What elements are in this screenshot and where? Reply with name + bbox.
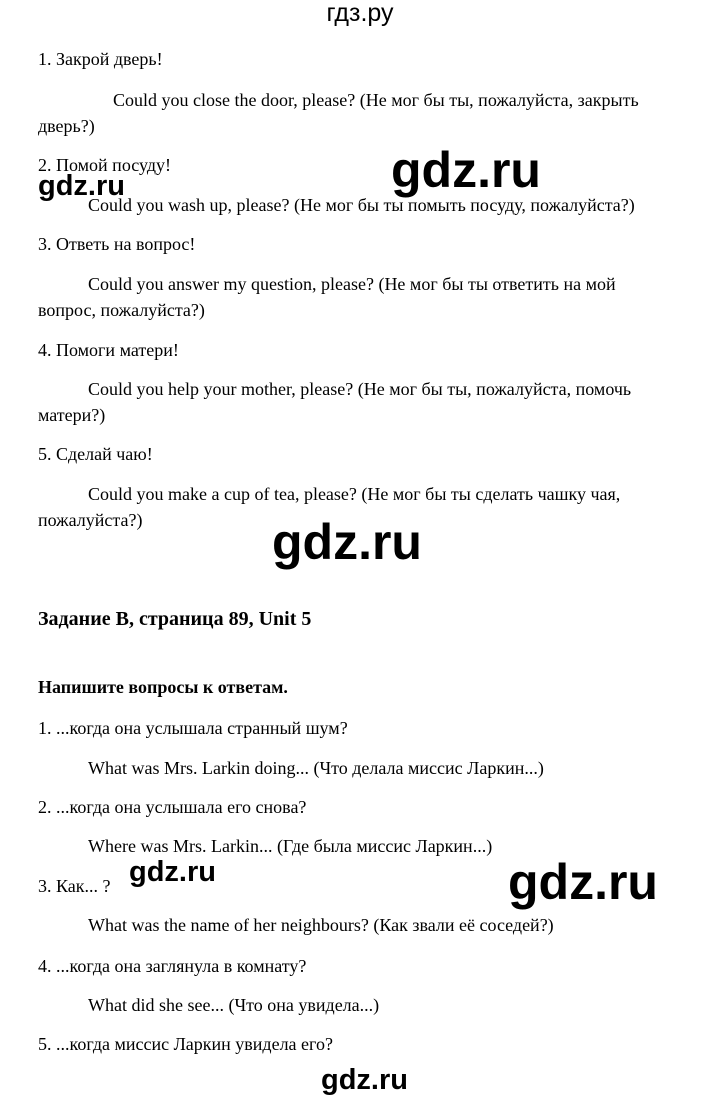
watermark-1: gdz.ru <box>391 142 541 198</box>
exercise-answer-5-line2: пожалуйста?) <box>38 510 143 530</box>
exercise-answer-4-line1: Could you help your mother, please? (Не мог бы ты, пожалуйста, помочь <box>88 379 632 399</box>
watermark-5: gdz.ru <box>508 854 658 910</box>
question-answer-4: What did she see... (Что она увидела...) <box>88 995 380 1015</box>
exercise-answer-4-line2: матери?) <box>38 405 106 425</box>
exercise-answer-5-line1: Could you make a cup of tea, please? (Не мог бы ты сделать чашку чая, <box>88 484 621 504</box>
watermark-6: gdz.ru <box>321 1064 408 1096</box>
exercise-task-1: 1. Закрой дверь! <box>38 49 163 69</box>
question-task-4: 4. ...когда она заглянула в комнату? <box>38 956 307 976</box>
question-answer-1: What was Mrs. Larkin doing... (Что делала миссис Ларкин...) <box>88 758 544 778</box>
question-task-5: 5. ...когда миссис Ларкин увидела его? <box>38 1034 333 1054</box>
section-instruction: Напишите вопросы к ответам. <box>38 677 288 697</box>
exercise-answer-3-line2: вопрос, пожалуйста?) <box>38 300 205 320</box>
question-task-3: 3. Как... ? <box>38 876 111 896</box>
watermark-3: gdz.ru <box>272 514 422 570</box>
watermark-4: gdz.ru <box>129 856 216 888</box>
page-header: гдз.ру <box>326 0 394 27</box>
section-title: Задание B, страница 89, Unit 5 <box>38 608 312 630</box>
watermark-2: gdz.ru <box>38 170 125 202</box>
exercise-task-3: 3. Ответь на вопрос! <box>38 234 196 254</box>
exercise-answer-1-line2: дверь?) <box>38 116 95 136</box>
exercise-task-5: 5. Сделай чаю! <box>38 444 153 464</box>
question-task-2: 2. ...когда она услышала его снова? <box>38 797 307 817</box>
exercise-answer-1-line1: Could you close the door, please? (Не мог бы ты, пожалуйста, закрыть <box>113 90 639 110</box>
exercise-answer-3-line1: Could you answer my question, please? (Не мог бы ты ответить на мой <box>88 274 616 294</box>
exercise-answer-2-line1: Could you wash up, please? (Не мог бы ты помыть посуду, пожалуйста?) <box>88 195 635 215</box>
exercise-task-2: 2. Помой посуду! <box>38 155 172 175</box>
question-answer-2: Where was Mrs. Larkin... (Где была миссис Ларкин...) <box>88 836 493 856</box>
question-task-1: 1. ...когда она услышала странный шум? <box>38 718 348 738</box>
question-answer-3: What was the name of her neighbours? (Как звали её соседей?) <box>88 915 554 935</box>
exercise-task-4: 4. Помоги матери! <box>38 340 179 360</box>
